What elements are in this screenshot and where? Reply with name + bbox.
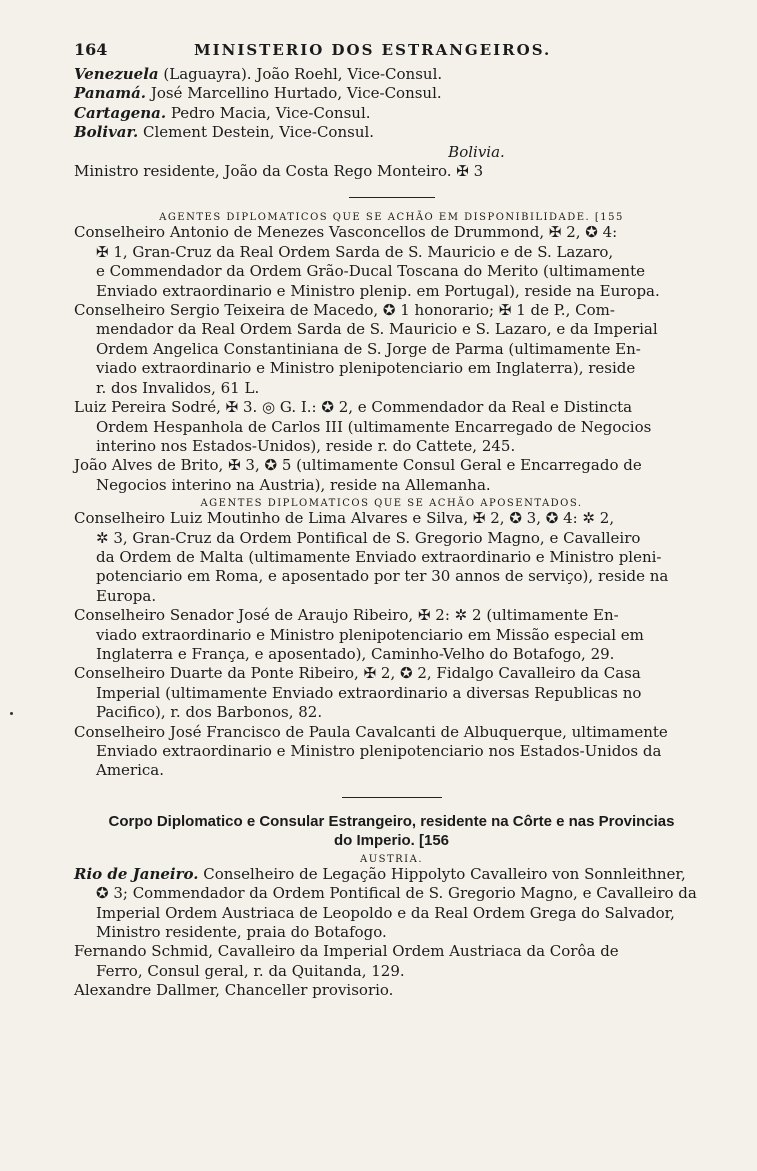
dallmer-entry: Alexandre Dallmer, Chanceller provisorio. (74, 981, 394, 1000)
page-number: 164 (74, 40, 108, 59)
bolivia-minister: Ministro residente, João da Costa Rego Monteiro. ✠ 3 (74, 162, 484, 181)
consul-entry: Venezuela (Laguayra). João Roehl, Vice-Consul. (74, 65, 443, 83)
drummond-entry: Conselheiro Antonio de Menezes Vasconcellos de Drummond, ✠ 2, ✪ 4: ✠ 1, Gran-Cruz da Real Ordem Sarda de S. Mauricio e de S. Lazaro, e Commendador da Ordem Grão-Ducal Toscana do Merito (ultimamente Enviado extraordinario e Ministro plenip. em Portugal), reside na Europa. (74, 223, 660, 300)
aposentados-heading: AGENTES DIPLOMATICOS QUE SE ACHÃO APOSENTADOS. (200, 498, 583, 510)
section-divider (342, 797, 442, 798)
corpo-heading-line1: Corpo Diplomatico e Consular Estrangeiro, residente na Côrte e nas Provincias (108, 812, 675, 830)
disponibilidade-heading: AGENTES DIPLOMATICOS QUE SE ACHÃO EM DISPONIBILIDADE. [155 (159, 212, 624, 224)
consul-entry: Panamá. José Marcellino Hurtado, Vice-Consul. (74, 84, 442, 103)
consul-entry: Bolivar. Clement Destein, Vice-Consul. (74, 123, 375, 142)
araujo-entry: Conselheiro Senador José de Araujo Ribeiro, ✠ 2: ✲ 2 (ultimamente En- viado extraordinario e Ministro plenipotenciario em Missão especial em Inglaterra e França, e aposentado), Caminho-Velho do Botafogo, 29. (74, 606, 644, 663)
cavalcanti-entry: Conselheiro José Francisco de Paula Cavalcanti de Albuquerque, ultimamente Enviado extraordinario e Ministro plenipotenciario nos Estados-Unidos da America. (74, 722, 668, 780)
moutinho-entry: Conselheiro Luiz Moutinho de Lima Alvares e Silva, ✠ 2, ✪ 3, ✪ 4: ✲ 2, ✲ 3, Gran-Cruz da Ordem Pontifical de S. Gregorio Magno, e Cavalleiro da Ordem de Malta (ultimamente Enviado extraordinario e Ministro pleni- potenciario em Roma, e aposentado por ter 30 annos de serviço), reside na Europa. (74, 509, 669, 605)
sodre-entry: Luiz Pereira Sodré, ✠ 3. ◎ G. I.: ✪ 2, e Commendador da Real e Distincta Ordem Hespanhola de Carlos III (ultimamente Encarregado de Negocios interino nos Estados-Unidos), reside r. do Cattete, 245. (74, 398, 652, 455)
sonnleithner-entry: Rio de Janeiro. Conselheiro de Legação Hippolyto Cavalleiro von Sonnleithner, ✪ 3; Commendador da Ordem Pontifical de S. Gregorio Magno, e Cavalleiro da Imperial Ordem Austriaca de Leopoldo e da Real Ordem Grega do Salvador, Ministro residente, praia do Botafogo. (74, 864, 697, 942)
ponte-ribeiro-entry: Conselheiro Duarte da Ponte Ribeiro, ✠ 2, ✪ 2, Fidalgo Cavalleiro da Casa Imperial (ultimamente Enviado extraordinario a diversas Republicas no Pacifico), r. dos Barbonos, 82. (74, 664, 642, 722)
page-header (74, 40, 709, 59)
schmid-entry: Fernando Schmid, Cavalleiro da Imperial Ordem Austriaca da Corôa de Ferro, Consul geral, r. da Quitanda, 129. (74, 942, 619, 980)
bolivia-heading: Bolivia. (448, 142, 505, 161)
austria-heading: AUSTRIA. (359, 853, 424, 865)
corpo-heading-line2: do Imperio. [156 (333, 831, 450, 849)
consul-entry: Cartagena. Pedro Macia, Vice-Consul. (74, 103, 371, 122)
vice-consul-list (74, 65, 709, 143)
brito-entry: João Alves de Brito, ✠ 3, ✪ 5 (ultimamente Consul Geral e Encarregado de Negocios interino na Austria), reside na Allemanha. (74, 456, 642, 494)
running-title: MINISTERIO DOS ESTRANGEIROS. (194, 41, 552, 59)
macedo-entry: Conselheiro Sergio Teixeira de Macedo, ✪ 1 honorario; ✠ 1 de P., Com- mendador da Real Ordem Sarda de S. Mauricio e S. Lazaro, e da Imperial Ordem Angelica Constantiniana de S. Jorge de Parma (ultimamente En- viado extraordinario e Ministro plenipotenciario em Inglaterra), reside r. dos Invalidos, 61 L. (74, 301, 658, 397)
section-divider (349, 197, 435, 198)
margin-speck (10, 712, 13, 715)
